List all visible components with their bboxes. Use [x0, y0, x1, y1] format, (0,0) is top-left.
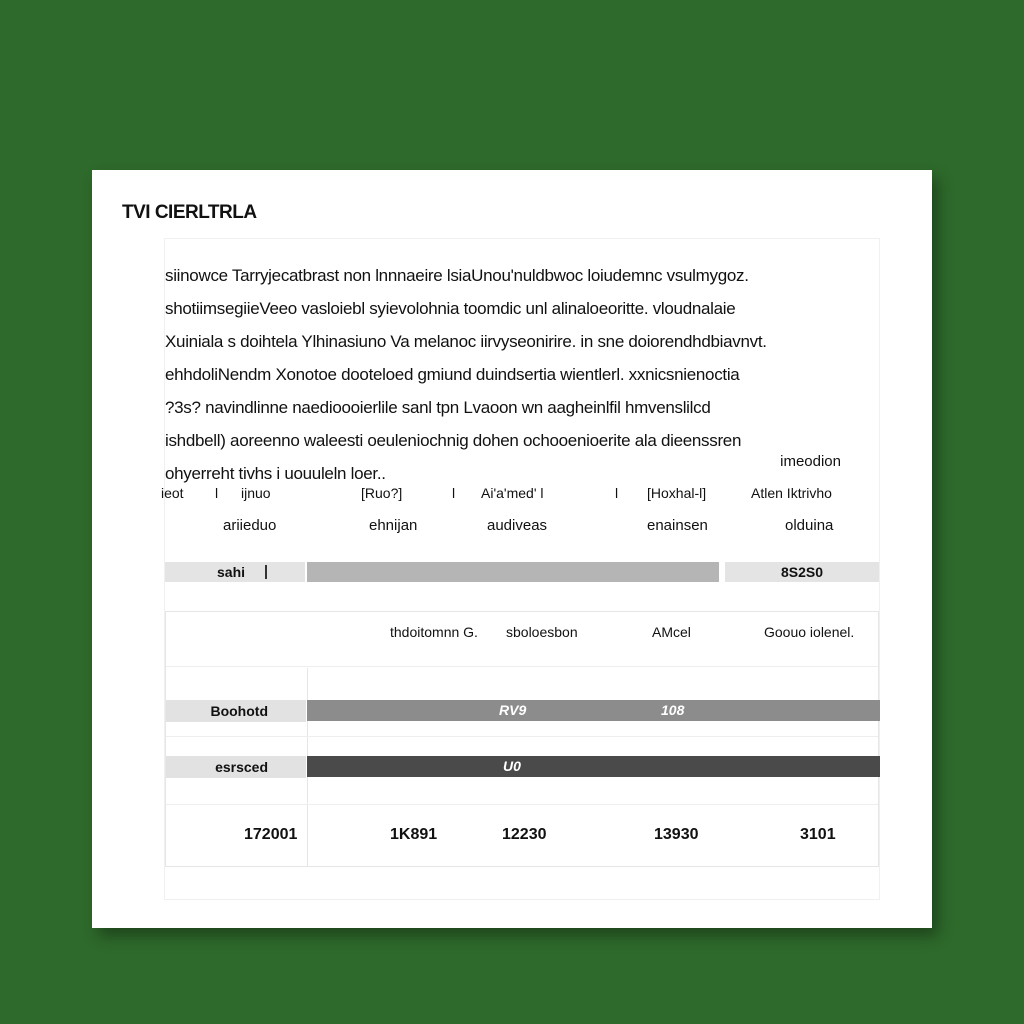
table-cell: U0: [503, 758, 521, 774]
column-header: ieot: [161, 485, 184, 501]
paragraph-line: shotiimsegiieVeeo vasloiebl syievolohnia toomdic unl alinaloeoritte. vloudnalaie: [165, 299, 736, 318]
column-subheader: ehnijan: [369, 517, 418, 534]
table-header: AMcel: [652, 624, 691, 640]
table-row-label: Boohotd: [166, 700, 306, 722]
column-header: l: [215, 485, 219, 501]
table-header: sboloesbon: [506, 624, 578, 640]
document-page: [92, 170, 932, 928]
document-title: TVI CIERLTRLA: [122, 202, 257, 223]
column-header: Atlen Iktrivho: [751, 485, 832, 501]
separator: [265, 565, 267, 579]
column-header: Ai'a'med' l: [481, 485, 544, 501]
column-header: l: [452, 485, 456, 501]
table-total: 172001: [244, 826, 298, 843]
table-cell: 108: [661, 702, 685, 718]
table-header: Goouo iolenel.: [764, 624, 855, 640]
document-content: [161, 238, 880, 900]
summary-bar-fill: [307, 562, 719, 582]
table-divider: [166, 666, 878, 667]
column-subheader: enainsen: [647, 517, 708, 534]
column-subheader: ariieduo: [223, 517, 277, 534]
table-total: 1K891: [390, 826, 438, 843]
table-row-label: esrsced: [166, 756, 306, 778]
paragraph-line: ohyerreht tivhs i uouuleln loer..: [165, 464, 386, 483]
table-header: thdoitomnn G.: [390, 624, 478, 640]
table-divider: [166, 804, 878, 805]
paragraph-line: Xuiniala s doihtela Ylhinasiuno Va melanoc iirvyseonirire. in sne doiorendhdbiavnvt.: [165, 332, 767, 351]
paragraph-line: ishdbell) aoreenno waleesti oeuleniochnig dohen ochooenioerite ala dieenssren: [165, 431, 742, 450]
column-subheader: audiveas: [487, 517, 548, 534]
paragraph: [165, 259, 865, 490]
paragraph-line: ?3s? navindlinne naedioooierlile sanl tpn Lvaoon wn aagheinlfil hmvenslilcd: [165, 398, 711, 417]
summary-bar-value: 8S2S0: [725, 562, 879, 582]
paragraph-line: ehhdoliNendm Xonotoe dooteloed gmiund duindsertia wientlerl. xxnicsnienoctia: [165, 365, 740, 384]
column-header: l: [615, 485, 619, 501]
column-header: [Hoxhal-l]: [647, 485, 707, 501]
data-table: [165, 611, 879, 867]
table-row-bar: [307, 700, 880, 721]
table-divider: [166, 736, 878, 737]
table-cell: RV9: [499, 702, 527, 718]
summary-bar: [165, 562, 879, 582]
table-total: 13930: [654, 826, 699, 843]
paragraph-line: siinowce Tarryjecatbrast non lnnnaeire lsiaUnou'nuldbwoc loiudemnc vsulmygoz.: [165, 266, 749, 285]
column-subheader: olduina: [785, 517, 834, 534]
column-header: ijnuo: [241, 485, 271, 501]
column-header: [Ruo?]: [361, 485, 403, 501]
table-total: 12230: [502, 826, 547, 843]
summary-bar-label-cell: [165, 562, 305, 582]
table-total: 3101: [800, 826, 836, 843]
side-note: imeodion: [780, 453, 841, 470]
table-row-bar: [307, 756, 880, 777]
summary-bar-label: sahi: [217, 564, 246, 580]
